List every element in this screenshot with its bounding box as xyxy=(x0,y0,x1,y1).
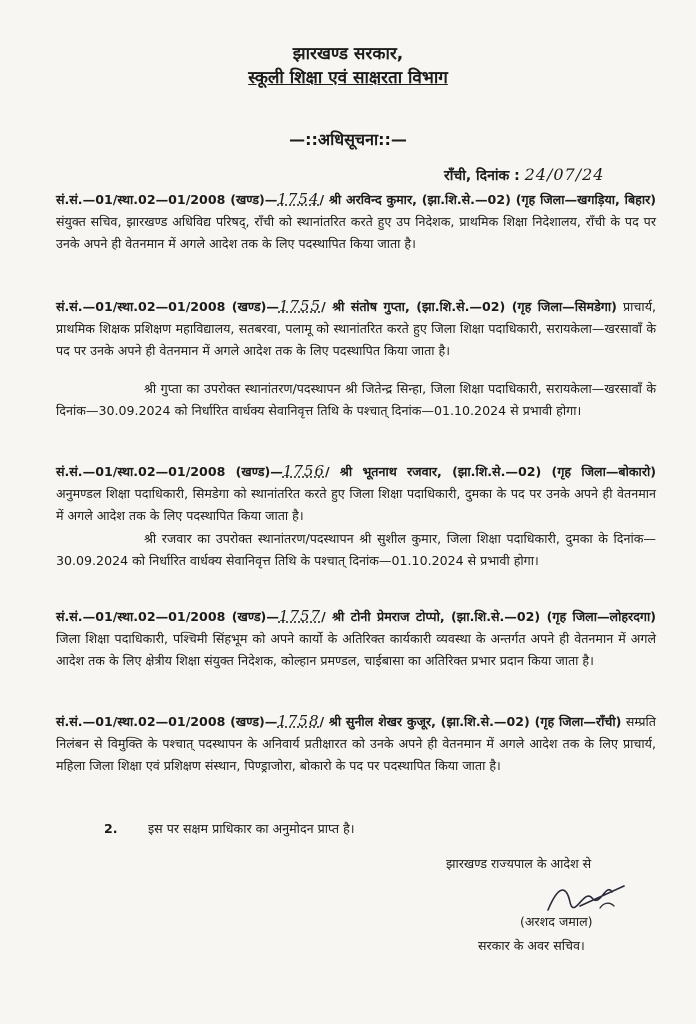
officer-details: / श्री संतोष गुप्ता, (झा.शि.से.—02) (गृह जिला—सिमडेगा) xyxy=(321,299,617,314)
order-number: 1754 xyxy=(277,190,320,208)
order-number: 1756 xyxy=(282,462,325,480)
order-ref: सं.सं.—01/स्था.02—01/2008 (खण्ड)— xyxy=(56,464,283,479)
order-ref: सं.सं.—01/स्था.02—01/2008 (खण्ड)— xyxy=(56,299,279,314)
order-number: 1755 xyxy=(278,297,322,315)
government-name: झारखण्ड सरकार, xyxy=(292,44,404,64)
signatory-designation: सरकार के अवर सचिव। xyxy=(478,938,585,953)
notification-title: —::अधिसूचना::— xyxy=(289,130,407,149)
note-paragraph-2: श्री रजवार का उपरोक्त स्थानांतरण/पदस्थापन श्री सुशील कुमार, जिला शिक्षा पदाधिकारी, दुमका के दिनांक—30.09.2024 को निर्धारित वार्धक्य सेवानिवृत्त तिथि के पश्चात् दिनांक—01.10.2024 से प्रभावी होगा। xyxy=(56,531,656,568)
order-paragraph-3 xyxy=(56,460,656,527)
note-paragraph-1: श्री गुप्ता का उपरोक्त स्थानांतरण/पदस्थापन श्री जितेन्द्र सिन्हा, जिला शिक्षा पदाधिकारी, सरायकेला—खरसावाँ के दिनांक—30.09.2024 को निर्धारित वार्धक्य सेवानिवृत्त तिथि के पश्चात् दिनांक—01.10.2024 से प्रभावी होगा। xyxy=(56,381,656,418)
department-name: स्कूली शिक्षा एवं साक्षरता विभाग xyxy=(248,68,448,88)
officer-details: / श्री अरविन्द कुमार, (झा.शि.से.—02) (गृह जिला—खगड़िया, बिहार) xyxy=(319,192,656,207)
place-date xyxy=(444,165,604,185)
signatory-name: (अरशद जमाल) xyxy=(520,914,593,929)
handwritten-date: 24/07/24 xyxy=(524,165,605,184)
order-body: सम्प्रति निलंबन से विमुक्ति के पश्चात् पदस्थापन के अनिवार्य प्रतीक्षारत को उनके अपने ही वेतनमान में अगले आदेश तक के लिए प्राचार्य, महिला जिला शिक्षा एवं प्रशिक्षण संस्थान, पिण्ड्राजोरा, बोकारो के पद पर पदस्थापित किया जाता है। xyxy=(56,714,656,773)
order-body: प्राचार्य, प्राथमिक शिक्षक प्रशिक्षण महाविद्यालय, सतबरवा, पलामू को स्थानांतरित करते हुए जिला शिक्षा पदाधिकारी, सरायकेला—खरसावाँ के पद पर उनके अपने ही वेतनमान में अगले आदेश तक के लिए पदस्थापित किया जाता है। xyxy=(56,299,656,358)
order-ref: सं.सं.—01/स्था.02—01/2008 (खण्ड)— xyxy=(56,714,278,729)
order-body: अनुमण्डल शिक्षा पदाधिकारी, सिमडेगा को स्थानांतरित करते हुए जिला शिक्षा पदाधिकारी, दुमका के पद पर उनके अपने ही वेतनमान में अगले आदेश तक के लिए पदस्थापित किया जाता है। xyxy=(56,486,656,523)
officer-details: / श्री टोनी प्रेमराज टोप्पो, (झा.शि.से.—02) (गृह जिला—लोहरदगा) xyxy=(321,609,656,624)
order-paragraph-5 xyxy=(56,710,656,777)
order-paragraph-1 xyxy=(56,188,656,255)
officer-details: / श्री भूतनाथ रजवार, (झा.शि.से.—02) (गृह जिला—बोकारो) xyxy=(325,464,656,479)
letterhead xyxy=(0,42,696,90)
order-ref: सं.सं.—01/स्था.02—01/2008 (खण्ड)— xyxy=(56,609,279,624)
order-ref: सं.सं.—01/स्था.02—01/2008 (खण्ड)— xyxy=(56,192,278,207)
clause-number: 2. xyxy=(104,821,118,836)
handwritten-signature xyxy=(540,880,630,916)
order-body: जिला शिक्षा पदाधिकारी, पश्चिमी सिंहभूम को अपने कार्यो के अतिरिक्त कार्यकारी व्यवस्था के अन्तर्गत अपने ही वेतनमान में अगले आदेश तक के लिए क्षेत्रीय शिक्षा संयुक्त निदेशक, कोल्हान प्रमण्डल, चाईबासा का अतिरिक्त प्रभार प्रदान किया जाता है। xyxy=(56,631,656,668)
order-paragraph-4 xyxy=(56,605,656,672)
officer-details: / श्री सुनील शेखर कुजूर, (झा.शि.से.—02) (गृह जिला—राँची) xyxy=(319,714,622,729)
clause-text: इस पर सक्षम प्राधिकार का अनुमोदन प्राप्त है। xyxy=(148,821,355,836)
approval-clause xyxy=(104,818,355,840)
order-body: संयुक्त सचिव, झारखण्ड अधिविद्य परिषद्, राँची को स्थानांतरित करते हुए उप निदेशक, प्राथमिक शिक्षा निदेशालय, राँची के पद पर उनके अपने ही वेतनमान में अगले आदेश तक के लिए पदस्थापित किया जाता है। xyxy=(56,214,656,251)
place-date-label: राँची, दिनांक : xyxy=(444,168,520,184)
order-number: 1757 xyxy=(278,607,322,625)
order-number: 1758 xyxy=(277,712,320,730)
governor-order-line: झारखण्ड राज्यपाल के आदेश से xyxy=(446,856,592,871)
order-paragraph-2 xyxy=(56,295,656,362)
